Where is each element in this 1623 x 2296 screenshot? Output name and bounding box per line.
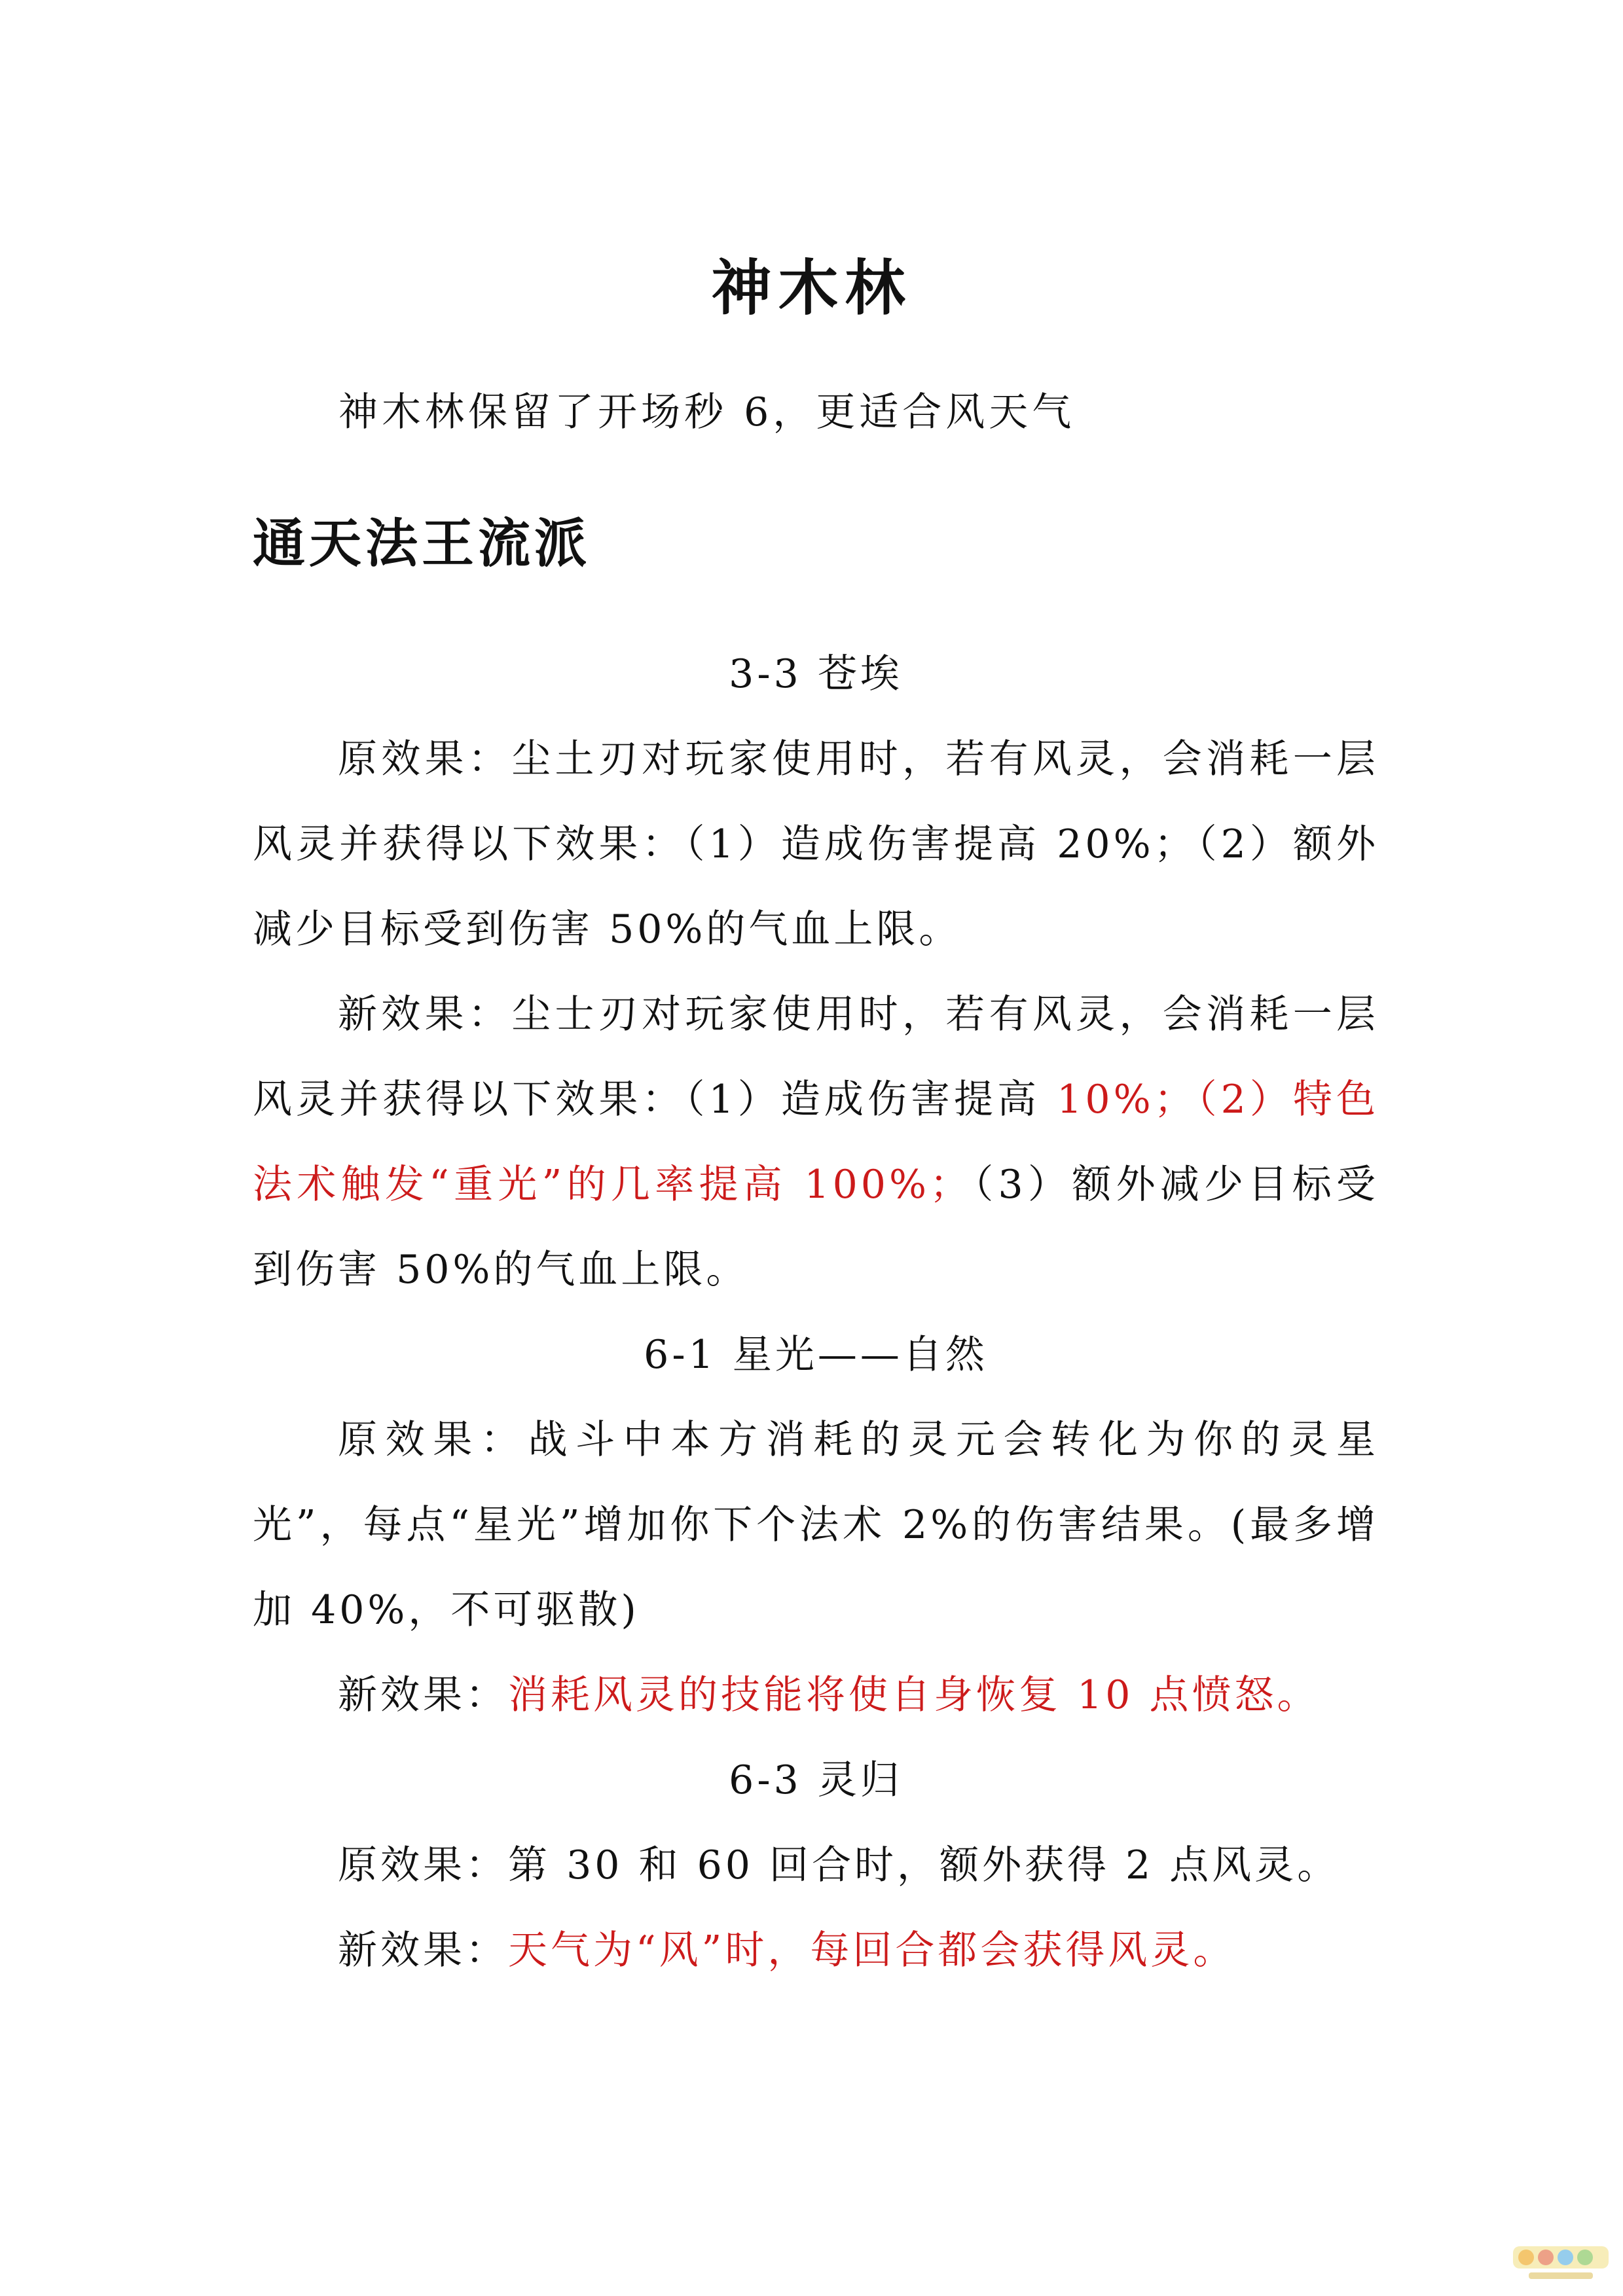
original-effect-text: 战斗中本方消耗的灵元会转化为你的灵星光”，每点“星光”增加你下个法术 2%的伤害结果。(最多增加 40%，不可驱散): [253, 1417, 1379, 1633]
new-effect-text: 尘士刃对玩家使用时，若有风灵，会消耗一层风灵并获得以下效果：（1）造成伤害提高: [253, 992, 1379, 1122]
original-effect-3-3: [253, 717, 1379, 972]
talent-name-6-3: 6-3 灵归: [729, 1757, 903, 1803]
original-effect-label: 原效果：: [338, 1417, 528, 1463]
new-effect-3-3: [253, 972, 1379, 1312]
new-effect-text-tail: （3）额外减少目标受到伤害 50%的气血上限。: [253, 1162, 1379, 1293]
original-effect-6-1: [253, 1397, 1379, 1653]
site-logo-watermark-icon: [1512, 2244, 1610, 2284]
new-effect-highlight: 消耗风灵的技能将使自身恢复 10 点愤怒。: [508, 1672, 1320, 1718]
page-title: 神木林: [711, 253, 912, 323]
original-effect-text: 第 30 和 60 回合时，额外获得 2 点风灵。: [508, 1842, 1340, 1888]
talent-name-6-1: 6-1 星光——自然: [644, 1332, 988, 1378]
new-effect-label: 新效果：: [338, 1928, 508, 1973]
new-effect-highlight: 10%；（2）特色法术触发“重光”的几率提高 100%；: [253, 1077, 1379, 1208]
talent-list: [253, 632, 1379, 1993]
original-effect-6-3: [253, 1823, 1379, 1908]
new-effect-label: 新效果：: [338, 1672, 508, 1718]
new-effect-label: 新效果：: [338, 992, 512, 1037]
talent-name-3-3: 3-3 苍埃: [729, 651, 903, 697]
section-heading: 通天法王流派: [253, 512, 591, 574]
original-effect-label: 原效果：: [338, 1842, 508, 1888]
original-effect-label: 原效果：: [338, 736, 512, 782]
new-effect-6-1: [253, 1653, 1379, 1738]
original-effect-text: 尘土刃对玩家使用时，若有风灵，会消耗一层风灵并获得以下效果：（1）造成伤害提高 20%；（2）额外减少目标受到伤害 50%的气血上限。: [253, 736, 1379, 952]
new-effect-highlight: 天气为“风”时，每回合都会获得风灵。: [508, 1928, 1236, 1973]
intro-paragraph: 神木林保留了开场秒 6，更适合风天气: [338, 389, 1076, 435]
new-effect-6-3: [253, 1908, 1379, 1993]
